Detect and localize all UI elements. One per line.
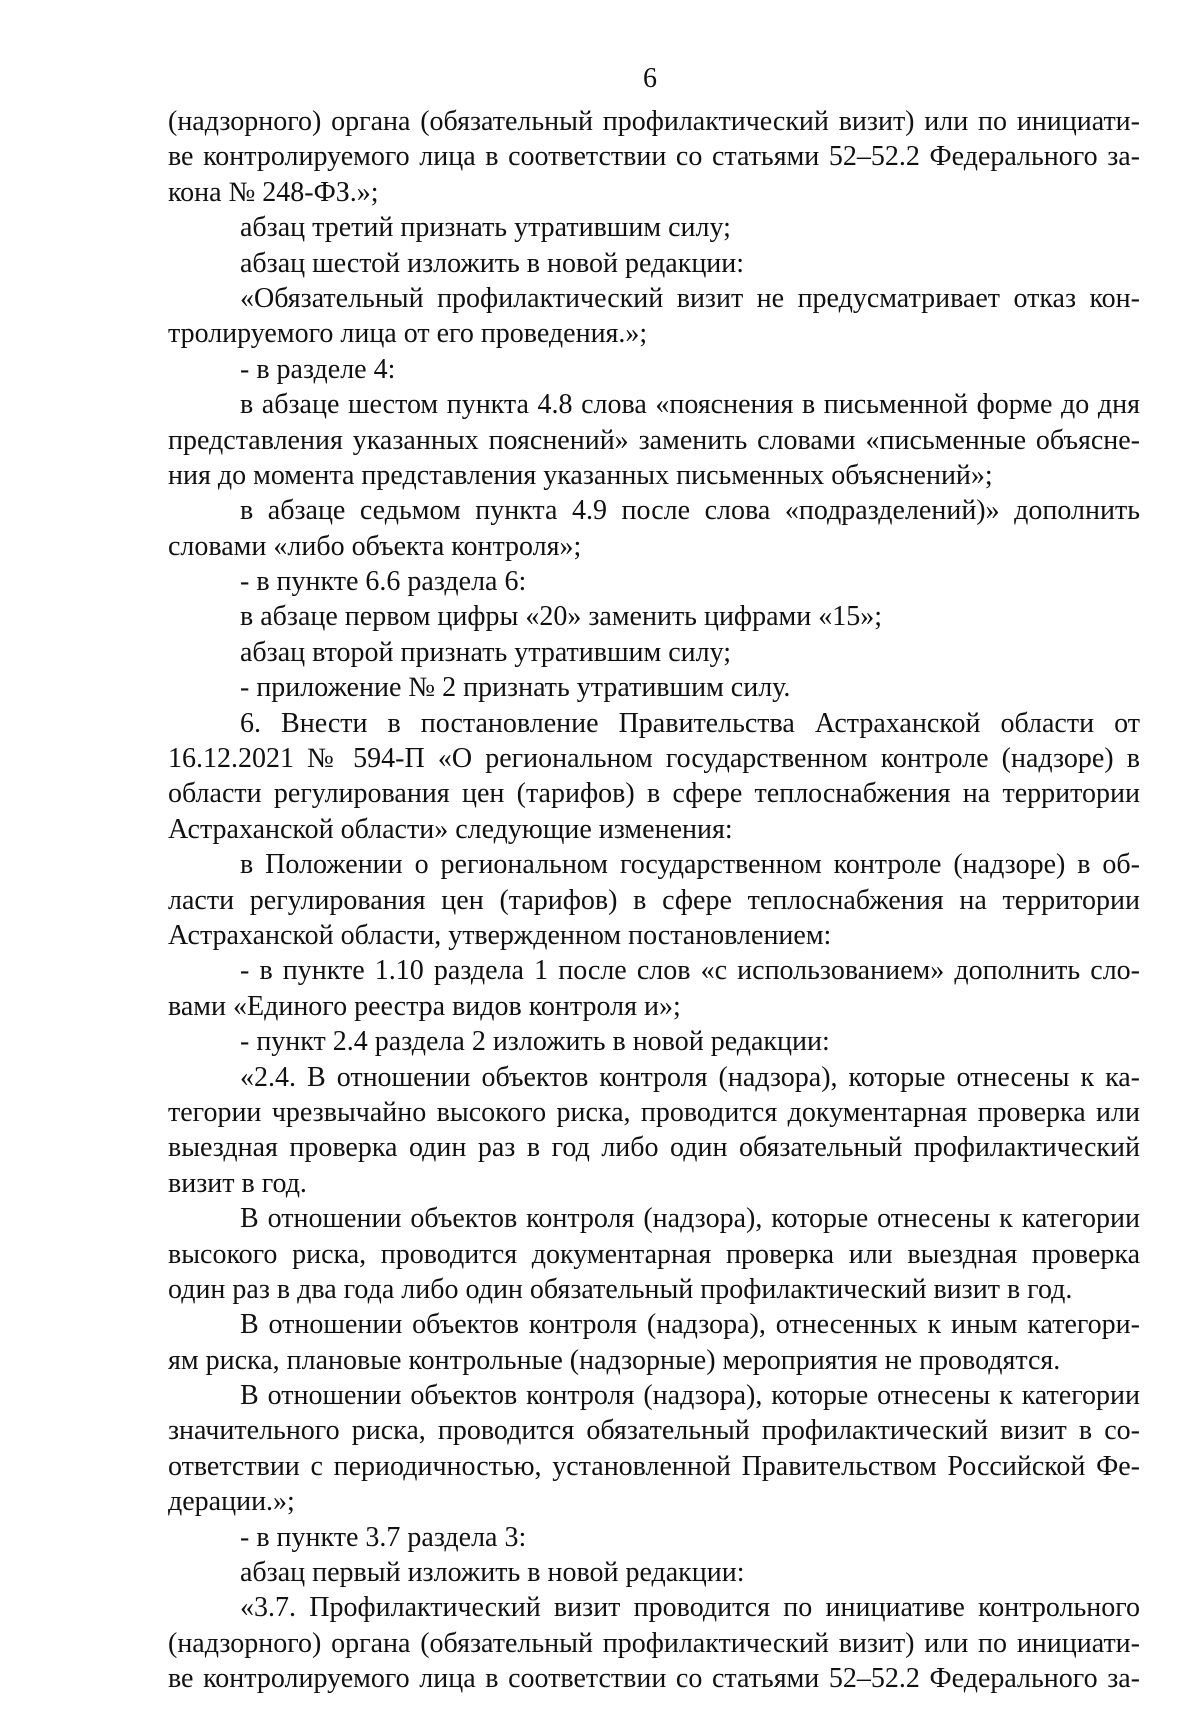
text-line: ве контролируемого лица в соответствии со статьями 52–52.2 Федерального за- bbox=[168, 1663, 1140, 1695]
text-line: высокого риска, проводится документарная проверка или выездная проверка bbox=[168, 1238, 1140, 1270]
text-line: ответствии с периодичностью, установленной Правительством Российской Фе- bbox=[168, 1450, 1140, 1482]
text-line: в Положении о региональном государственном контроле (надзоре) в об- bbox=[240, 849, 1140, 881]
text-line: выездная проверка один раз в год либо один обязательный профилактический bbox=[168, 1132, 1140, 1164]
text-line: визит в год. bbox=[168, 1167, 307, 1199]
text-line: (надзорного) органа (обязательный профилактический визит) или по инициати- bbox=[168, 1627, 1140, 1659]
text-line: тролируемого лица от его проведения.»; bbox=[168, 318, 648, 350]
text-line: - в пункте 6.6 раздела 6: bbox=[240, 566, 527, 598]
text-line: В отношении объектов контроля (надзора), которые отнесены к категории bbox=[240, 1380, 1140, 1412]
text-line: ния до момента представления указанных письменных объяснений»; bbox=[168, 459, 993, 491]
text-line: абзац первый изложить в новой редакции: bbox=[240, 1557, 745, 1589]
document-body bbox=[168, 104, 1140, 1697]
text-line: Астраханской области, утвержденном постановлением: bbox=[168, 919, 832, 951]
text-line: «Обязательный профилактический визит не предусматривает отказ кон- bbox=[240, 282, 1140, 314]
text-line: - в пункте 3.7 раздела 3: bbox=[240, 1521, 527, 1553]
text-line: В отношении объектов контроля (надзора), отнесенных к иным категори- bbox=[240, 1309, 1140, 1341]
text-line: в абзаце седьмом пункта 4.9 после слова «подразделений)» дополнить bbox=[240, 495, 1140, 527]
text-line: в абзаце первом цифры «20» заменить цифрами «15»; bbox=[240, 601, 882, 633]
text-line: «3.7. Профилактический визит проводится по инициативе контрольного bbox=[240, 1592, 1140, 1624]
text-line: дерации.»; bbox=[168, 1486, 295, 1518]
text-line: абзац второй признать утратившим силу; bbox=[240, 636, 732, 668]
text-line: в абзаце шестом пункта 4.8 слова «пояснения в письменной форме до дня bbox=[240, 389, 1140, 421]
text-line: - в пункте 1.10 раздела 1 после слов «с использованием» дополнить сло- bbox=[240, 955, 1140, 987]
text-line: один раз в два года либо один обязательный профилактический визит в год. bbox=[168, 1273, 1073, 1305]
text-line: области регулирования цен (тарифов) в сфере теплоснабжения на территории bbox=[168, 778, 1140, 810]
text-line: ласти регулирования цен (тарифов) в сфере теплоснабжения на территории bbox=[168, 884, 1140, 916]
text-line: представления указанных пояснений» заменить словами «письменные объясне- bbox=[168, 424, 1140, 456]
text-line: кона № 248-ФЗ.»; bbox=[168, 176, 379, 208]
text-line: ве контролируемого лица в соответствии со статьями 52–52.2 Федерального за- bbox=[168, 141, 1140, 173]
text-line: - в разделе 4: bbox=[240, 353, 396, 385]
text-line: абзац третий признать утратившим силу; bbox=[240, 212, 731, 244]
text-line: Астраханской области» следующие изменения: bbox=[168, 813, 733, 845]
text-line: ям риска, плановые контрольные (надзорные) мероприятия не проводятся. bbox=[168, 1344, 1061, 1376]
text-line: значительного риска, проводится обязательный профилактический визит в со- bbox=[168, 1415, 1140, 1447]
text-line: - приложение № 2 признать утратившим силу. bbox=[240, 672, 791, 704]
text-line: 6. Внести в постановление Правительства Астраханской области от bbox=[240, 707, 1140, 739]
text-line: абзац шестой изложить в новой редакции: bbox=[240, 247, 745, 279]
text-line: словами «либо объекта контроля»; bbox=[168, 530, 582, 562]
text-line: 16.12.2021 № 594-П «О региональном государственном контроле (надзоре) в bbox=[168, 743, 1140, 775]
text-line: (надзорного) органа (обязательный профилактический визит) или по инициати- bbox=[168, 106, 1140, 137]
text-line: В отношении объектов контроля (надзора), которые отнесены к категории bbox=[240, 1203, 1140, 1235]
page-number: 6 bbox=[643, 63, 657, 94]
text-line: вами «Единого реестра видов контроля и»; bbox=[168, 990, 681, 1022]
text-line: тегории чрезвычайно высокого риска, проводится документарная проверка или bbox=[168, 1096, 1140, 1128]
text-line: - пункт 2.4 раздела 2 изложить в новой редакции: bbox=[240, 1026, 830, 1058]
text-line: «2.4. В отношении объектов контроля (надзора), которые отнесены к ка- bbox=[240, 1061, 1140, 1093]
